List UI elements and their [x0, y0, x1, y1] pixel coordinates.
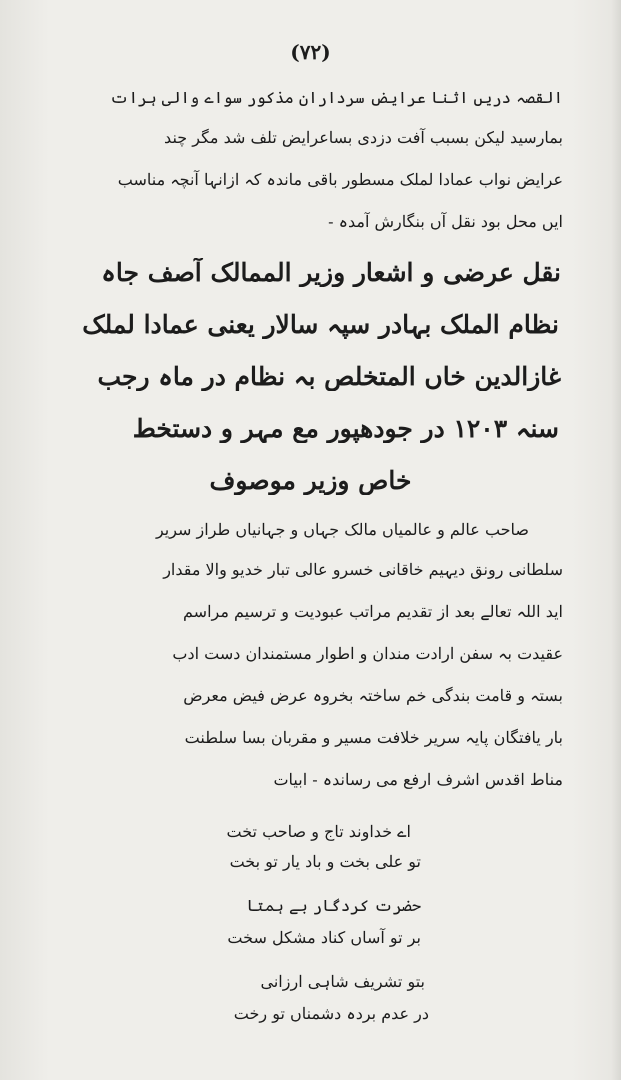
page-number: (۷۲) [290, 40, 331, 64]
verse-line: در عدم بردہ دشمناں تو رخت [233, 1004, 429, 1023]
verse-line: حضرت کردگار بے ہمتا [246, 896, 421, 915]
heading-line: غازالدین خاں المتخلص بہ نظام در ماہ رجب [97, 362, 561, 391]
intro-line: ایں محل بود نقل آں بنگارش آمدہ - [328, 212, 563, 231]
verse-line: بر تو آساں کناد مشکل سخت [227, 928, 421, 947]
letter-line: مناط اقدس اشرف ارفع می رساندہ - ابیات [273, 770, 563, 789]
letter-line: بستہ و قامت بندگی خم ساختہ بخروہ عرض فیض معرض [183, 686, 563, 705]
heading-line: خاص وزیر موصوف [209, 466, 412, 495]
letter-line: سلطانی رونق دیہیم خاقانی خسرو عالی تبار خدیو والا مقدار [163, 560, 563, 579]
verse-line: اے خداوند تاج و صاحب تخت [226, 822, 411, 841]
page-edge-shadow [611, 0, 621, 1080]
heading-line: نظام الملک بہادر سپہ سالار یعنی عمادا لملک [82, 310, 559, 339]
heading-line: سنہ ۱۲۰۳ در جودھپور مع مہر و دستخط [132, 414, 559, 443]
letter-line: صاحب عالم و عالمیاں مالک جہاں و جہانیاں طراز سریر [155, 520, 529, 539]
letter-line: اید اللہ تعالے بعد از تقدیم مراتب عبودیت و ترسیم مراسم [183, 602, 563, 621]
heading-line: نقل عرضی و اشعار وزیر الممالک آصف جاہ [101, 258, 561, 287]
verse-line: تو علی بخت و باد یار تو بخت [229, 852, 421, 871]
intro-line: بمارسید لیکن بسبب آفت دزدی بساعرایض تلف شد مگر چند [164, 128, 563, 147]
intro-line: عرایض نواب عمادا لملک مسطور باقی ماندہ کہ ازانہا آنچہ مناسب [117, 170, 563, 189]
letter-line: عقیدت بہ سفن ارادت مندان و اطوار مستمندان دست ادب [172, 644, 563, 663]
letter-line: بار یافتگان پایہ سریر خلافت مسیر و مقربان بسا سلطنت [184, 728, 563, 747]
verse-line: بتو تشریف شاہی ارزانی [260, 972, 425, 991]
intro-line: القصہ دریں اثنا عرایض سرداران مذکور سواے والی ہرات [109, 88, 563, 107]
